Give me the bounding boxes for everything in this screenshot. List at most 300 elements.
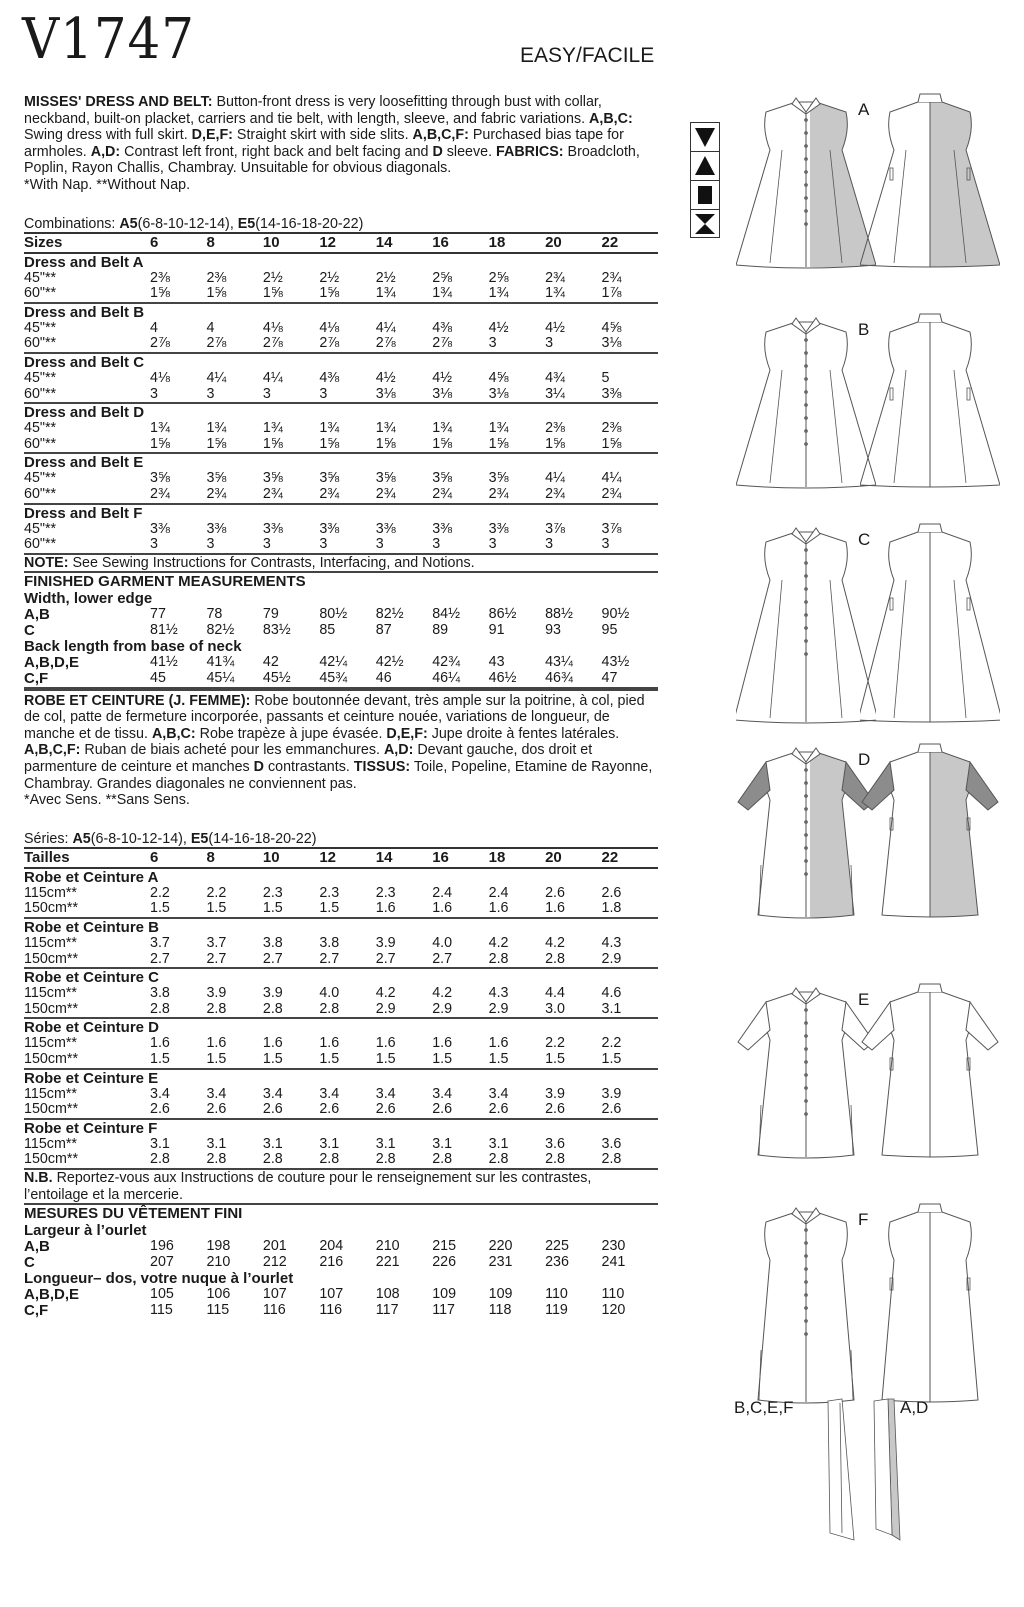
- view-group-label: Dress and Belt A: [24, 253, 144, 271]
- yardage-value: 1.5: [263, 901, 319, 918]
- yardage-value: 2.4: [488, 884, 509, 901]
- yardage-value: 2.7: [319, 952, 375, 969]
- yardage-value: 3.4: [375, 1085, 396, 1102]
- table-row: [24, 336, 658, 353]
- yardage-value: 2.8: [545, 952, 601, 969]
- triangle-up-icon: [690, 151, 720, 180]
- description-text: Contrast left front, right back and belt facing and: [120, 143, 433, 160]
- table-row: [24, 1137, 658, 1153]
- measurement-value: 116: [319, 1301, 343, 1318]
- slit-line: [759, 1350, 761, 1400]
- measurement-value: 108: [375, 1286, 400, 1303]
- yardage-value: 2.8: [545, 1152, 601, 1169]
- yardage-value: 2⅝: [432, 269, 453, 286]
- view-group-label: Dress and Belt C: [24, 353, 145, 371]
- yardage-value: 3.1: [602, 1002, 659, 1019]
- yardage-value: 1.6: [488, 1035, 509, 1052]
- fabric-width: 150cm**: [24, 952, 150, 969]
- english-description: [24, 94, 658, 177]
- size-header: 12: [319, 848, 375, 868]
- yardage-value: 1.6: [319, 1035, 340, 1052]
- yardage-value: 3⅝: [206, 470, 227, 487]
- view-illustrations: [734, 40, 1024, 1607]
- bold-term: MISSES' DRESS AND BELT:: [24, 94, 213, 110]
- yardage-value: 3.1: [319, 1135, 340, 1152]
- instructions-column: [24, 94, 658, 1319]
- yardage-value: 1.5: [545, 1052, 601, 1069]
- yardage-value: 2.6: [601, 884, 622, 901]
- dart-line: [894, 150, 906, 263]
- size-header: 12: [319, 233, 375, 253]
- yardage-value: 2½: [375, 269, 396, 286]
- note-text: See Sewing Instructions for Contrasts, Interfacing, and Notions.: [68, 554, 475, 571]
- yardage-value: 3.4: [319, 1085, 340, 1102]
- yardage-value: 3.9: [262, 985, 283, 1002]
- yardage-value: 1.5: [319, 1052, 375, 1069]
- triangle-down-icon: [690, 122, 720, 151]
- sizes-label: Sizes: [24, 233, 150, 253]
- measurement-value: 45¾: [319, 670, 348, 687]
- fabric-width: 45"**: [24, 520, 57, 537]
- table-row: [24, 936, 658, 952]
- fabric-width: 150cm**: [24, 1102, 150, 1119]
- size-header: 18: [489, 848, 545, 868]
- views-label: A,B,D,E: [24, 1286, 80, 1304]
- note-label: NOTE:: [24, 554, 69, 571]
- table-row: [24, 371, 658, 387]
- yardage-value: 3: [432, 537, 488, 554]
- yardage-value: 2.9: [432, 1002, 488, 1019]
- table-row: [24, 1287, 658, 1303]
- english-note: [24, 555, 658, 574]
- yardage-value: 4¼: [601, 470, 622, 487]
- measurement-value: 117: [432, 1301, 455, 1318]
- yardage-value: 1.6: [375, 1035, 396, 1052]
- yardage-value: 1.6: [206, 1035, 227, 1052]
- description-text: Ruban de biais acheté pour les emmanchures.: [80, 742, 384, 759]
- layout-symbols: [690, 122, 720, 238]
- yardage-value: 3: [545, 537, 601, 554]
- english-combinations: Combinations: A5(6-8-10-12-14), E5(14-16-18-20-22): [24, 215, 364, 232]
- yardage-value: 2.8: [263, 1002, 319, 1019]
- view-group-row: [24, 504, 658, 522]
- difficulty-level: EASY/FACILE: [520, 44, 655, 67]
- dart-line: [954, 580, 966, 718]
- measurement-value: 43½: [601, 654, 630, 671]
- yardage-value: 2.8: [206, 1002, 262, 1019]
- fabric-width: 45"**: [24, 319, 57, 336]
- yardage-value: 3: [545, 336, 601, 353]
- yardage-value: 3.9: [545, 1085, 565, 1102]
- table-row: [24, 986, 658, 1002]
- measurement-value: 46¼: [432, 670, 461, 687]
- measurement-value: 107: [262, 1286, 287, 1303]
- fabric-width: 115cm**: [24, 1085, 77, 1102]
- french-finished-measurements: [24, 1205, 658, 1318]
- belt-carrier: [967, 598, 970, 610]
- yardage-value: 1¾: [432, 286, 488, 303]
- yardage-value: 1.6: [150, 1035, 170, 1052]
- measurement-value: 47: [601, 670, 618, 687]
- hourglass-icon: [690, 209, 720, 238]
- yardage-value: 3⅞: [601, 520, 622, 537]
- yardage-value: 1⅝: [319, 437, 375, 454]
- fabric-width: 150cm**: [24, 1052, 150, 1069]
- measurement-label: Width, lower edge: [24, 590, 153, 608]
- yardage-value: 2½: [319, 269, 340, 286]
- measurement-value: 236: [545, 1253, 569, 1270]
- yardage-value: 1¾: [150, 420, 170, 437]
- yardage-value: 2.9: [376, 1002, 432, 1019]
- yardage-value: 2.2: [601, 1035, 622, 1052]
- yardage-value: 4⅝: [488, 369, 509, 386]
- yardage-value: 2.6: [376, 1102, 432, 1119]
- french-yardage-table: [24, 847, 658, 1170]
- fabric-width: 45"**: [24, 420, 57, 437]
- measurement-value: 107: [319, 1286, 344, 1303]
- fabric-width: 60"**: [24, 336, 150, 353]
- bold-term: A,B,C:: [589, 110, 633, 127]
- neckband: [918, 94, 942, 102]
- measurement-value: 216: [319, 1253, 344, 1270]
- yardage-value: 2¾: [206, 487, 262, 504]
- measurement-value: 231: [488, 1253, 513, 1270]
- belt-carrier: [890, 598, 893, 610]
- collar: [792, 1208, 820, 1224]
- yardage-value: 3⅛: [489, 387, 545, 404]
- table-row: [24, 1052, 658, 1069]
- dart-line: [770, 150, 782, 263]
- view-letter: B: [858, 320, 870, 339]
- yardage-value: 2.8: [150, 1002, 206, 1019]
- view-letter: F: [858, 1210, 869, 1229]
- dart-line: [830, 370, 842, 483]
- yardage-value: 2.7: [376, 952, 432, 969]
- table-row: [24, 421, 658, 437]
- measurement-value: 204: [319, 1238, 344, 1255]
- yardage-value: 4¼: [206, 369, 227, 386]
- bold-term: D: [253, 759, 264, 776]
- yardage-value: 2.8: [602, 1152, 659, 1169]
- yardage-value: 1.5: [263, 1052, 319, 1069]
- measurement-value: 198: [206, 1238, 231, 1255]
- yardage-value: 2¾: [602, 487, 659, 504]
- measurement-value: 201: [262, 1238, 287, 1255]
- yardage-value: 1⅝: [489, 437, 545, 454]
- yardage-value: 4.4: [545, 985, 565, 1002]
- measurement-value: 42½: [375, 654, 404, 671]
- yardage-value: 3: [602, 537, 659, 554]
- yardage-value: 3: [150, 537, 206, 554]
- measurement-value: 119: [545, 1301, 568, 1318]
- yardage-value: 2.3: [262, 884, 283, 901]
- yardage-value: 2.2: [545, 1035, 565, 1052]
- size-header: 8: [206, 233, 262, 253]
- finished-title: FINISHED GARMENT MEASUREMENTS: [24, 573, 306, 591]
- bold-term: A,D:: [90, 143, 121, 160]
- neckband: [918, 314, 942, 322]
- measurement-value: 225: [545, 1238, 569, 1255]
- measurement-label: Longueur– dos, votre nuque à l’ourlet: [24, 1270, 294, 1288]
- bold-term: D,E,F:: [386, 725, 428, 742]
- measurement-value: 42¾: [432, 654, 461, 671]
- yardage-value: 1¾: [206, 420, 227, 437]
- yardage-value: 1.5: [150, 901, 206, 918]
- description-text: sleeve.: [442, 143, 497, 160]
- yardage-value: 4.6: [601, 985, 622, 1002]
- yardage-value: 1.5: [206, 1052, 262, 1069]
- table-row: [24, 952, 658, 969]
- description-text: Jupe droite à fentes latérales.: [427, 725, 620, 742]
- description-text: Robe boutonnée devant, très ample sur la poitrine, à col, pied de col, patte de fermeture incorporée, passants et ceinture nouée, variations de longueur, de manche et de tissu.: [24, 692, 645, 742]
- bold-term: A,D:: [383, 742, 414, 759]
- yardage-value: 3: [206, 387, 262, 404]
- yardage-value: 1.6: [489, 901, 545, 918]
- size-header: 20: [545, 233, 601, 253]
- yardage-value: 3.4: [150, 1085, 170, 1102]
- view-group-row: [24, 1069, 658, 1087]
- yardage-value: 3.1: [432, 1135, 453, 1152]
- measurement-value: 77: [150, 606, 166, 623]
- yardage-value: 4.2: [432, 985, 453, 1002]
- belt-carrier: [967, 388, 970, 400]
- table-row: [24, 286, 658, 303]
- view-letter: A: [858, 100, 870, 119]
- view-group-row: [24, 253, 658, 271]
- description-text: Robe trapèze à jupe évasée.: [195, 725, 387, 742]
- measurement-value: 88½: [545, 606, 573, 623]
- dart-line: [830, 580, 842, 718]
- yardage-value: 3.6: [545, 1135, 565, 1152]
- view-group-row: [24, 868, 658, 886]
- table-row: [24, 387, 658, 404]
- yardage-value: 3: [489, 537, 545, 554]
- yardage-value: 3⅜: [206, 520, 227, 537]
- view-group-row: [24, 1018, 658, 1036]
- fabric-width: 115cm**: [24, 985, 77, 1002]
- yardage-value: 4⅜: [319, 369, 340, 386]
- measurement-value: 41½: [150, 654, 178, 671]
- yardage-value: 2¾: [545, 269, 565, 286]
- yardage-value: 2.8: [489, 952, 545, 969]
- collar: [792, 318, 820, 334]
- yardage-value: 3⅝: [150, 470, 170, 487]
- size-header: 18: [489, 233, 545, 253]
- bold-term: A,B,C,F:: [412, 127, 469, 144]
- dart-line: [954, 370, 966, 483]
- yardage-value: 2.6: [545, 884, 565, 901]
- view-group-row: [24, 968, 658, 986]
- yardage-value: 3⅝: [375, 470, 396, 487]
- size-header: 14: [376, 233, 432, 253]
- yardage-value: 4⅜: [432, 319, 453, 336]
- measurement-value: 43¼: [545, 654, 573, 671]
- yardage-value: 1¾: [432, 420, 453, 437]
- yardage-value: 4.3: [601, 935, 622, 951]
- yardage-value: 2.6: [150, 1102, 206, 1119]
- neckband: [918, 524, 942, 532]
- measurement-value: 84½: [432, 606, 461, 623]
- size-header: 8: [206, 848, 262, 868]
- description-text: Purchased bias tape for armholes.: [24, 127, 624, 160]
- yardage-value: 3.1: [150, 1135, 170, 1152]
- measurement-value: 46½: [488, 670, 517, 687]
- yardage-value: 2⅜: [150, 269, 170, 286]
- table-row: [24, 437, 658, 454]
- views-label: A,B,D,E: [24, 654, 80, 672]
- table-row: [24, 671, 658, 688]
- measurement-value: 109: [488, 1286, 513, 1303]
- measurement-value: 115: [150, 1301, 173, 1318]
- measurement-value: 89: [432, 621, 449, 638]
- yardage-value: 2⅜: [206, 269, 227, 286]
- measurement-value: 91: [488, 621, 505, 638]
- yardage-value: 3.4: [488, 1085, 509, 1102]
- english-yardage-table: [24, 232, 658, 555]
- measurement-value: 80½: [319, 606, 348, 623]
- yardage-value: 4¼: [262, 369, 283, 386]
- dart-line: [770, 370, 782, 483]
- measurement-value: 93: [545, 621, 561, 638]
- yardage-value: 3.7: [206, 935, 227, 951]
- back-view-f: [860, 1200, 1000, 1415]
- yardage-value: 3⅜: [375, 520, 396, 537]
- measurement-value: 46: [375, 670, 392, 687]
- finished-title: MESURES DU VÊTEMENT FINI: [24, 1205, 243, 1223]
- yardage-value: 2.7: [432, 952, 488, 969]
- measurement-value: 116: [262, 1301, 286, 1318]
- sleeve-left: [738, 1002, 770, 1050]
- table-row: [24, 522, 658, 538]
- yardage-value: 3.9: [601, 1085, 622, 1102]
- yardage-value: 4½: [488, 319, 509, 336]
- description-text: Straight skirt with side slits.: [232, 127, 413, 144]
- table-row: [24, 655, 658, 671]
- yardage-value: 2¾: [489, 487, 545, 504]
- yardage-value: 1.5: [376, 1052, 432, 1069]
- yardage-value: 2¾: [432, 487, 488, 504]
- measurement-value: 196: [150, 1238, 174, 1255]
- back-view-a: [860, 90, 1000, 305]
- fabric-width: 150cm**: [24, 901, 150, 918]
- measurement-value: 79: [262, 606, 279, 623]
- yardage-value: 1.5: [602, 1052, 659, 1069]
- french-note: [24, 1170, 658, 1205]
- yardage-value: 2.8: [206, 1152, 262, 1169]
- yardage-value: 4¼: [545, 470, 565, 487]
- yardage-value: 2⅞: [376, 336, 432, 353]
- yardage-value: 2.7: [206, 952, 262, 969]
- yardage-value: 5: [601, 369, 610, 386]
- table-row: [24, 901, 658, 918]
- measurement-value: 118: [488, 1301, 512, 1318]
- yardage-value: 1.5: [206, 901, 262, 918]
- measurement-value: 241: [601, 1253, 626, 1270]
- yardage-value: 3.8: [262, 935, 283, 951]
- view-group-label: Robe et Ceinture B: [24, 919, 160, 936]
- yardage-value: 2.2: [206, 884, 227, 901]
- fabric-width: 60"**: [24, 387, 150, 404]
- measurement-value: 230: [601, 1238, 626, 1255]
- yardage-value: 4.2: [488, 935, 509, 951]
- yardage-value: 1⅝: [150, 286, 206, 303]
- description-text: Button-front dress is very loosefitting through bust with collar, neckband, built-on placket, carriers and tie belt, with length, sleeve, and fabric variations.: [24, 94, 602, 127]
- measurement-table: [24, 1287, 658, 1318]
- measurement-value: 87: [375, 621, 392, 638]
- measurement-value: 42: [262, 654, 279, 671]
- yardage-value: 4.0: [432, 935, 453, 951]
- measurement-table: [24, 1239, 658, 1270]
- yardage-value: 2.6: [263, 1102, 319, 1119]
- belt-carrier: [890, 388, 893, 400]
- english-finished-measurements: [24, 573, 658, 690]
- view-letter: D: [858, 750, 871, 769]
- yardage-value: 1¾: [488, 420, 509, 437]
- yardage-value: 2.7: [263, 952, 319, 969]
- french-combinations: Séries: A5(6-8-10-12-14), E5(14-16-18-20-22): [24, 830, 317, 847]
- yardage-value: 2.9: [489, 1002, 545, 1019]
- views-label: C,F: [24, 670, 49, 688]
- yardage-value: 2.6: [432, 1102, 488, 1119]
- table-row: [24, 1036, 658, 1052]
- view-group-label: Dress and Belt B: [24, 303, 145, 321]
- size-header: 16: [432, 233, 488, 253]
- table-row: [24, 1152, 658, 1169]
- front-view-e: [736, 980, 876, 1195]
- measurement-value: 109: [432, 1286, 457, 1303]
- yardage-value: 1¾: [319, 420, 340, 437]
- contrast-panel: [930, 102, 1000, 267]
- yardage-value: 4⅛: [150, 369, 170, 386]
- yardage-value: 4.0: [319, 985, 340, 1002]
- yardage-value: 3.7: [150, 935, 170, 951]
- views-label: C: [24, 621, 35, 639]
- measurement-value: 215: [432, 1238, 457, 1255]
- yardage-value: 1⅞: [602, 286, 659, 303]
- measurement-value: 86½: [488, 606, 517, 623]
- view-group-row: [24, 303, 658, 321]
- size-header: 16: [432, 848, 488, 868]
- yardage-value: 3: [376, 537, 432, 554]
- yardage-value: 1⅝: [150, 437, 206, 454]
- measurement-value: 212: [262, 1253, 287, 1270]
- view-group-label: Robe et Ceinture D: [24, 1019, 160, 1037]
- measurement-value: 41¾: [206, 654, 235, 671]
- yardage-value: 2.4: [432, 884, 453, 901]
- yardage-value: 3: [319, 387, 375, 404]
- table-row: [24, 321, 658, 337]
- measurement-value: 210: [206, 1253, 231, 1270]
- yardage-value: 4⅝: [601, 319, 622, 336]
- yardage-value: 3.1: [375, 1135, 396, 1152]
- yardage-value: 2¾: [601, 269, 622, 286]
- yardage-value: 4: [206, 319, 215, 336]
- yardage-value: 1.6: [432, 1035, 453, 1052]
- yardage-value: 3.4: [432, 1085, 453, 1102]
- french-description: [24, 693, 658, 793]
- view-letter: E: [858, 990, 870, 1009]
- measurement-table: [24, 607, 658, 638]
- sleeve-left: [738, 762, 770, 810]
- measurement-value: 82½: [375, 606, 404, 623]
- yardage-value: 3⅜: [488, 520, 509, 537]
- bold-term: FABRICS:: [496, 143, 564, 160]
- table-row: [24, 607, 658, 623]
- yardage-value: 3.8: [319, 935, 340, 951]
- table-row: [24, 1087, 658, 1103]
- measurement-label: Back length from base of neck: [24, 638, 242, 656]
- yardage-value: 3⅝: [432, 470, 453, 487]
